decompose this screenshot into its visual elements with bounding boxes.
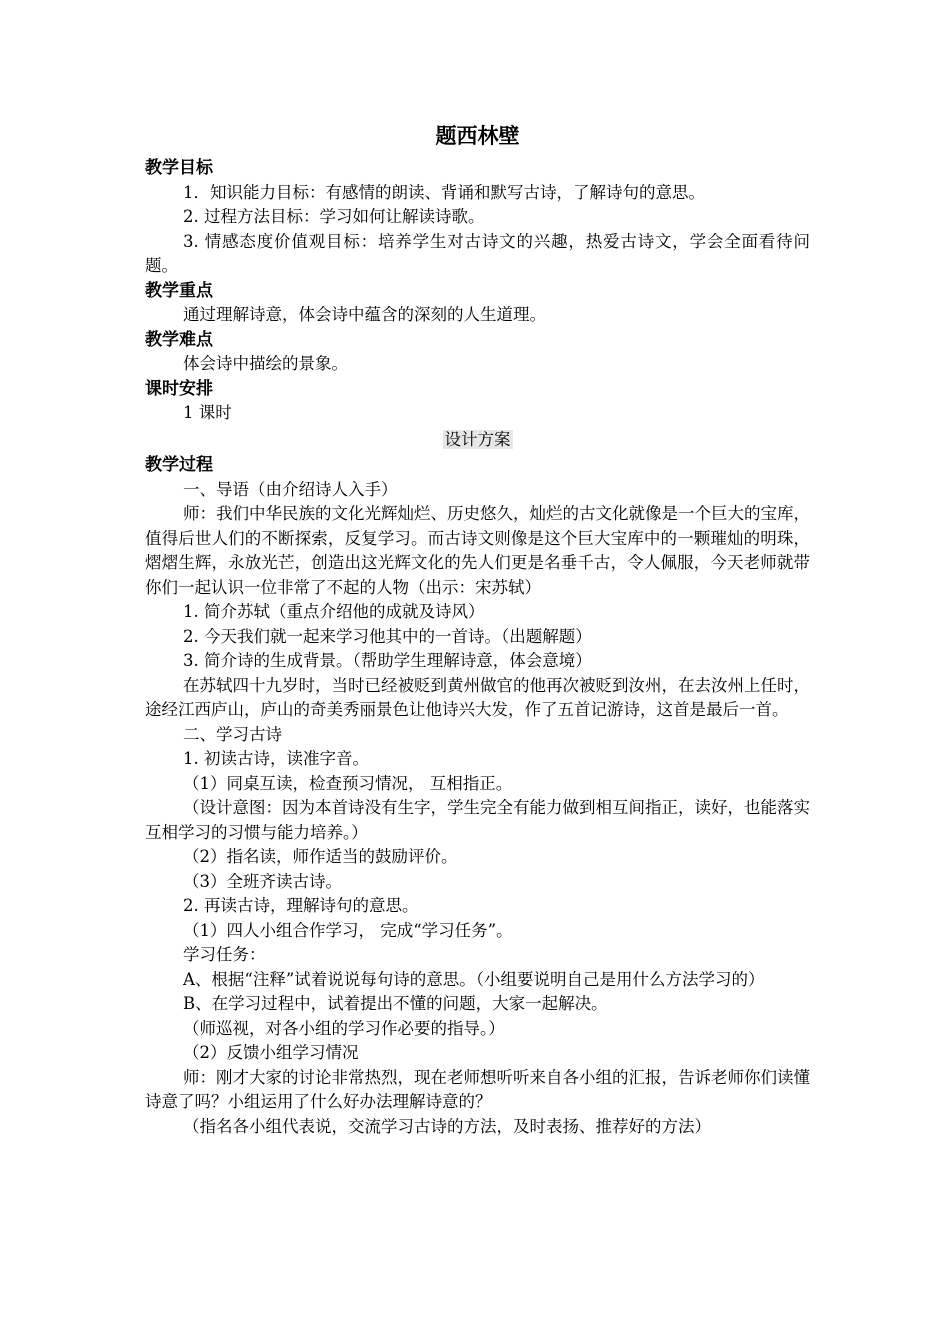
process-paragraph: （指名各小组代表说，交流学习古诗的方法，及时表扬、推荐好的方法） (183, 1116, 711, 1136)
goal-item: 3. 情感态度价值观目标：培养学生对古诗文的兴趣，热爱古诗文，学会全面看待问题。 (145, 231, 810, 275)
key-text: 通过理解诗意，体会诗中蕴含的深刻的人生道理。 (183, 305, 546, 324)
process-paragraph: 在苏轼四十九岁时，当时已经被贬到黄州做官的他再次被贬到汝州，在去汝州上任时，途经江西庐山，庐山的奇美秀丽景色让他诗兴大发，作了五首记游诗，这首是最后一首。 (145, 675, 810, 719)
process-paragraph: （3）全班齐读古诗。 (183, 871, 342, 891)
process-paragraph: （设计意图：因为本首诗没有生字，学生完全有能力做到相互间指正，读好，也能落实互相学习的习惯与能力培养。） (145, 798, 810, 842)
process-paragraph: 二、学习古诗 (183, 724, 282, 744)
schedule-text: 1 课时 (183, 403, 232, 422)
process-paragraph: A、根据“注释”试着说说每句诗的意思。（小组要说明自己是用什么方法学习的） (183, 969, 765, 989)
goals-heading: 教学目标 (145, 158, 213, 178)
design-label-row (145, 428, 810, 453)
difficulty-text: 体会诗中描绘的景象。 (183, 354, 348, 373)
schedule-heading: 课时安排 (145, 378, 213, 399)
process-paragraph: 师：我们中华民族的文化光辉灿烂、历史悠久，灿烂的古文化就像是一个巨大的宝库，值得后世人们的不断探索，反复学习。而古诗文则像是这个巨大宝库中的一颗璀灿的明珠，熠熠生辉，永放光芒，创造出这光辉文化的先人们更是名垂千古，令人佩服，今天老师就带你们一起认识一位非常了不起的人物（出示：宋苏轼） (145, 504, 810, 597)
process-paragraph: 1. 简介苏轼（重点介绍他的成就及诗风） (183, 602, 485, 621)
process-paragraph: （师巡视，对各小组的学习作必要的指导。） (183, 1018, 505, 1038)
key-heading: 教学重点 (145, 280, 213, 301)
process-paragraph: 3. 简介诗的生成背景。（帮助学生理解诗意，体会意境） (183, 651, 592, 670)
document-title: 题西林壁 (435, 124, 520, 148)
process-paragraph: 2. 今天我们就一起来学习他其中的一首诗。（出题解题） (183, 626, 592, 646)
process-paragraph: （1）四人小组合作学习， 完成“学习任务”。 (183, 920, 513, 940)
process-paragraph: （1）同桌互读，检查预习情况， 互相指正。 (183, 773, 513, 793)
process-paragraph: 2. 再读古诗，理解诗句的意思。 (183, 896, 419, 915)
process-paragraph: 一、导语（由介绍诗人入手） (183, 479, 398, 499)
process-paragraph: B、在学习过程中，试着提出不懂的问题，大家一起解决。 (183, 994, 608, 1013)
process-paragraph: 学习任务： (183, 945, 266, 964)
goal-item: 1．知识能力目标：有感情的朗读、背诵和默写古诗，了解诗句的意思。 (183, 182, 705, 202)
process-heading: 教学过程 (145, 455, 213, 475)
goal-item: 2. 过程方法目标：学习如何让解读诗歌。 (183, 207, 485, 226)
process-paragraph: （2）反馈小组学习情况 (183, 1043, 359, 1062)
difficulty-heading: 教学难点 (145, 329, 213, 350)
document-content (145, 118, 810, 1139)
process-paragraph: 师：刚才大家的讨论非常热烈，现在老师想听听来自各小组的汇报，告诉老师你们读懂诗意了吗？小组运用了什么好办法理解诗意的？ (145, 1067, 810, 1111)
process-paragraph: （2）指名读，师作适当的鼓励评价。 (183, 847, 458, 866)
design-label: 设计方案 (444, 429, 511, 449)
process-paragraph: 1. 初读古诗，读准字音。 (183, 749, 369, 768)
